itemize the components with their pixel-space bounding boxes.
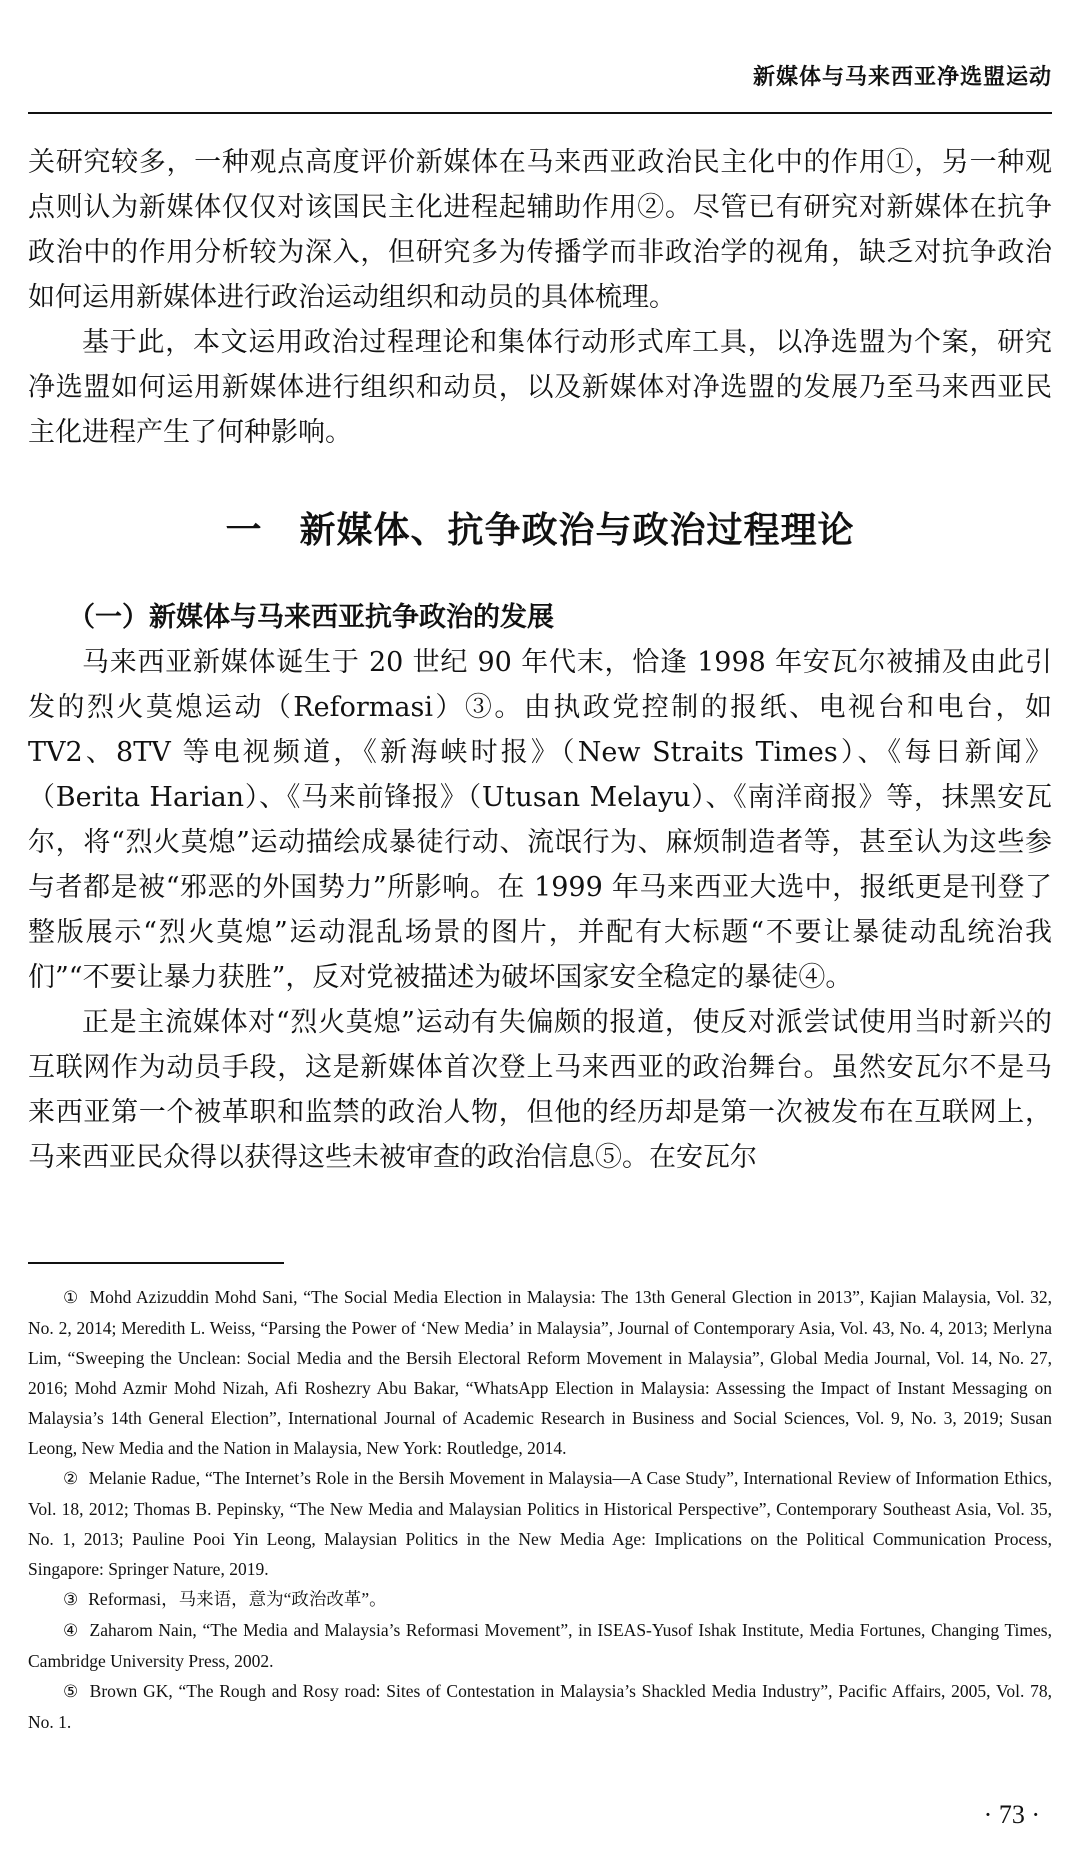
page-number: · 73 ·: [983, 1800, 1040, 1829]
footnote-text: Brown GK, “The Rough and Rosy road: Sites of Contestation in Malaysia’s Shackled Media Industry”, Pacific Affairs, 2005, Vol. 78, No. 1.: [28, 1681, 1052, 1732]
section-heading: 一 新媒体、抗争政治与政治过程理论: [225, 509, 855, 551]
footnote-text: Reformasi，马来语，意为“政治改革”。: [88, 1589, 387, 1609]
footnote-3: [28, 1584, 1052, 1615]
footnote-1: [28, 1282, 1052, 1463]
paragraph-continued: 关研究较多，一种观点高度评价新媒体在马来西亚政治民主化中的作用①，另一种观点则认为新媒体仅仅对该国民主化进程起辅助作用②。尽管已有研究对新媒体在抗争政治中的作用分析较为深入，但研究多为传播学而非政治学的视角，缺乏对抗争政治如何运用新媒体进行政治运动组织和动员的具体梳理。: [28, 147, 1052, 313]
footnote-marker: ④: [63, 1621, 80, 1641]
paragraph: 正是主流媒体对“烈火莫熄”运动有失偏颇的报道，使反对派尝试使用当时新兴的互联网作为动员手段，这是新媒体首次登上马来西亚的政治舞台。虽然安瓦尔不是马来西亚第一个被革职和监禁的政治人物，但他的经历却是第一次被发布在互联网上，马来西亚民众得以获得这些未被审查的政治信息⑤。在安瓦尔: [28, 1007, 1052, 1173]
footnote-5: [28, 1676, 1052, 1737]
body-text: [28, 140, 1052, 1180]
footnote-2: [28, 1463, 1052, 1584]
footnotes: [28, 1282, 1052, 1737]
footnote-marker: ②: [63, 1469, 79, 1489]
paragraph: 基于此，本文运用政治过程理论和集体行动形式库工具，以净选盟为个案，研究净选盟如何运用新媒体进行组织和动员，以及新媒体对净选盟的发展乃至马来西亚民主化进程产生了何种影响。: [28, 327, 1052, 448]
footnote-text: Zaharom Nain, “The Media and Malaysia’s Reformasi Movement”, in ISEAS-Yusof Ishak Institute, Media Fortunes, Changing Times, Cambridge University Press, 2002.: [28, 1620, 1052, 1671]
paragraph: 马来西亚新媒体诞生于 20 世纪 90 年代末，恰逢 1998 年安瓦尔被捕及由此引发的烈火莫熄运动（Reformasi）③。由执政党控制的报纸、电视台和电台，如 TV2、8TV 等电视频道，《新海峡时报》（New Straits Times）、《每日新闻》（Berita Harian）、《马来前锋报》（Utusan Melayu）、《南洋商报》等，抹黑安瓦尔，将“烈火莫熄”运动描绘成暴徒行动、流氓行为、麻烦制造者等，甚至认为这些参与者都是被“邪恶的外国势力”所影响。在 1999 年马来西亚大选中，报纸更是刊登了整版展示“烈火莫熄”运动混乱场景的图片，并配有大标题“不要让暴徒动乱统治我们”“不要让暴力获胜”，反对党被描述为破坏国家安全稳定的暴徒④。: [28, 647, 1052, 993]
subsection-heading: （一）新媒体与马来西亚抗争政治的发展: [68, 602, 554, 633]
running-title: 新媒体与马来西亚净选盟运动: [752, 64, 1052, 90]
footnote-marker: ⑤: [63, 1682, 80, 1702]
header-rule: [28, 112, 1052, 114]
footnote-4: [28, 1615, 1052, 1676]
footnote-text: Melanie Radue, “The Internet’s Role in the Bersih Movement in Malaysia—A Case Study”, International Review of Information Ethics, Vol. 18, 2012; Thomas B. Pepinsky, “The New Media and Malaysian Politics in Historical Perspective”, Contemporary Southeast Asia, Vol. 35, No. 1, 2013; Pauline Pooi Yin Leong, Malaysian Politics in the New Media Age: Implications on the Political Communication Process, Singapore: Springer Nature, 2019.: [28, 1468, 1052, 1579]
footnote-text: Mohd Azizuddin Mohd Sani, “The Social Media Election in Malaysia: The 13th General Glection in 2013”, Kajian Malaysia, Vol. 32, No. 2, 2014; Meredith L. Weiss, “Parsing the Power of ‘New Media’ in Malaysia”, Journal of Contemporary Asia, Vol. 43, No. 4, 2013; Merlyna Lim, “Sweeping the Unclean: Social Media and the Bersih Electoral Reform Movement in Malaysia”, Global Media Journal, Vol. 14, No. 27, 2016; Mohd Azmir Mohd Nizah, Afi Roshezry Abu Bakar, “WhatsApp Election in Malaysia: Assessing the Impact of Instant Messaging on Malaysia’s 14th General Election”, International Journal of Academic Research in Business and Social Sciences, Vol. 9, No. 3, 2019; Susan Leong, New Media and the Nation in Malaysia, New York: Routledge, 2014.: [28, 1287, 1052, 1458]
footnote-marker: ③: [63, 1590, 79, 1610]
footnote-marker: ①: [63, 1288, 80, 1308]
footnote-rule: [28, 1262, 284, 1264]
